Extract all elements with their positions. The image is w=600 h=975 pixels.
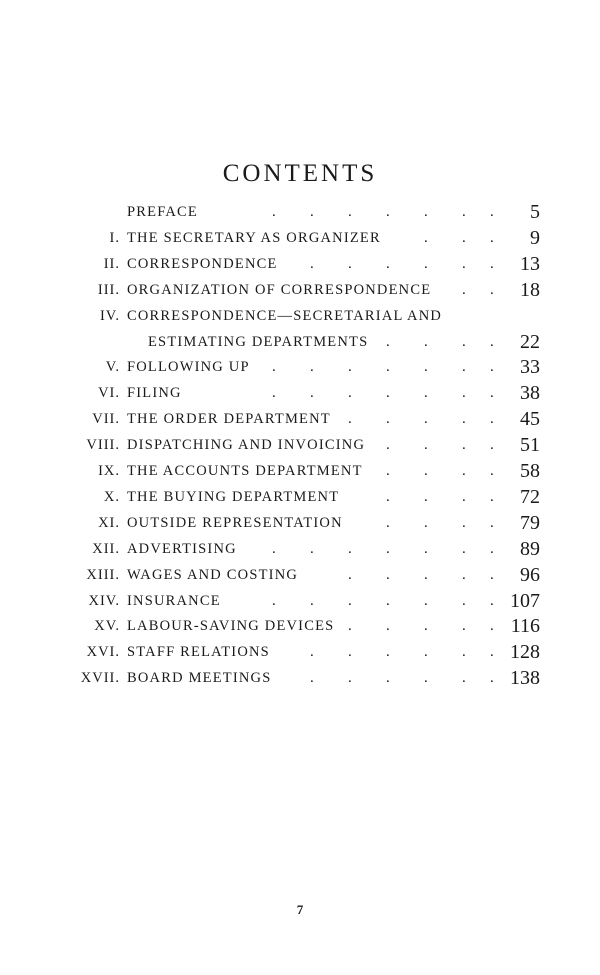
leader-dot: . xyxy=(424,514,428,531)
chapter-title: THE ACCOUNTS DEPARTMENT xyxy=(127,463,363,479)
leader-dot: . xyxy=(386,592,390,609)
page-number-ref: 18 xyxy=(520,278,540,301)
page-number-ref: 116 xyxy=(510,615,540,638)
leader-dot: . xyxy=(462,229,466,246)
leader-dot: . xyxy=(490,540,494,557)
chapter-number: VI. xyxy=(98,385,120,402)
page-number-ref: 72 xyxy=(520,485,540,508)
leader-dot: . xyxy=(424,411,428,428)
chapter-number: V. xyxy=(105,359,120,376)
leader-dot: . xyxy=(272,385,276,402)
leader-dot: . xyxy=(490,644,494,661)
chapter-number: XII. xyxy=(92,540,120,557)
leader-dot: . xyxy=(462,411,466,428)
leader-dot: . xyxy=(462,566,466,583)
toc-entry xyxy=(0,227,600,253)
leader-dot: . xyxy=(424,540,428,557)
leader-dot: . xyxy=(490,618,494,635)
chapter-number: I. xyxy=(109,229,120,246)
toc-entry xyxy=(0,564,600,590)
page-number-ref: 107 xyxy=(510,589,540,612)
leader-dot: . xyxy=(386,514,390,531)
leader-dot: . xyxy=(348,411,352,428)
leader-dot: . xyxy=(424,385,428,402)
leader-dot: . xyxy=(386,437,390,454)
leader-dot: . xyxy=(272,540,276,557)
toc-entry xyxy=(0,460,600,486)
leader-dot: . xyxy=(462,540,466,557)
toc-entry xyxy=(0,641,600,667)
leader-dot: . xyxy=(490,204,494,220)
chapter-number: XVII. xyxy=(80,670,120,687)
leader-dot: . xyxy=(386,488,390,505)
toc-entry xyxy=(0,305,600,331)
leader-dot: . xyxy=(310,204,314,220)
chapter-title: BOARD MEETINGS xyxy=(127,670,272,687)
leader-dot: . xyxy=(348,540,352,557)
leader-dot: . xyxy=(424,437,428,454)
leader-dot: . xyxy=(272,592,276,609)
leader-dot: . xyxy=(424,644,428,661)
leader-dot: . xyxy=(424,204,428,220)
toc-entry xyxy=(0,590,600,616)
leader-dot: . xyxy=(272,359,276,376)
leader-dot: . xyxy=(490,437,494,454)
chapter-title: INSURANCE xyxy=(127,592,221,609)
leader-dot: . xyxy=(490,463,494,479)
chapter-title: ORGANIZATION OF CORRESPONDENCE xyxy=(127,281,432,298)
leader-dot: . xyxy=(424,255,428,272)
toc-entry-continuation xyxy=(0,331,600,357)
leader-dot: . xyxy=(348,566,352,583)
page-number: 7 xyxy=(296,902,304,917)
leader-dot: . xyxy=(424,359,428,376)
chapter-title: DISPATCHING AND INVOICING xyxy=(127,437,366,454)
page-number-ref: 22 xyxy=(520,330,540,353)
chapter-number: XV. xyxy=(94,618,120,635)
leader-dot: . xyxy=(386,411,390,428)
leader-dot: . xyxy=(348,618,352,635)
chapter-number: XVI. xyxy=(86,644,120,661)
page-number-ref: 33 xyxy=(520,356,540,379)
toc-entry xyxy=(0,201,600,227)
leader-dot: . xyxy=(386,255,390,272)
chapter-title: OUTSIDE REPRESENTATION xyxy=(127,514,343,531)
leader-dot: . xyxy=(490,385,494,402)
leader-dot: . xyxy=(490,488,494,505)
leader-dot: . xyxy=(310,644,314,661)
leader-dot: . xyxy=(386,204,390,220)
page-number-ref: 96 xyxy=(520,563,540,586)
page-number-ref: 9 xyxy=(530,226,540,249)
chapter-title: PREFACE xyxy=(127,204,198,220)
chapter-title: CORRESPONDENCE xyxy=(127,255,278,272)
leader-dot: . xyxy=(348,359,352,376)
leader-dot: . xyxy=(462,255,466,272)
leader-dot: . xyxy=(490,281,494,298)
leader-dot: . xyxy=(272,204,276,220)
chapter-number: XI. xyxy=(98,514,120,531)
leader-dot: . xyxy=(310,359,314,376)
leader-dot: . xyxy=(386,359,390,376)
toc-entry xyxy=(0,434,600,460)
chapter-number: XIV. xyxy=(88,592,120,609)
page-number-ref: 79 xyxy=(520,511,540,534)
chapter-number: III. xyxy=(97,281,120,298)
leader-dot: . xyxy=(348,592,352,609)
leader-dot: . xyxy=(462,488,466,505)
leader-dot: . xyxy=(386,385,390,402)
leader-dot: . xyxy=(490,359,494,376)
leader-dot: . xyxy=(424,566,428,583)
leader-dot: . xyxy=(490,592,494,609)
page-number-ref: 13 xyxy=(520,252,540,275)
toc-entry xyxy=(0,486,600,512)
leader-dot: . xyxy=(424,463,428,479)
leader-dot: . xyxy=(462,463,466,479)
leader-dot: . xyxy=(462,644,466,661)
leader-dot: . xyxy=(310,592,314,609)
leader-dot: . xyxy=(348,670,352,687)
page-number-ref: 38 xyxy=(520,382,540,405)
chapter-title: LABOUR-SAVING DEVICES xyxy=(127,618,335,635)
leader-dot: . xyxy=(490,333,494,350)
toc-entry xyxy=(0,356,600,382)
leader-dot: . xyxy=(424,618,428,635)
leader-dot: . xyxy=(310,385,314,402)
leader-dot: . xyxy=(462,385,466,402)
chapter-number: VIII. xyxy=(86,437,120,454)
chapter-number: IV. xyxy=(99,307,120,324)
chapter-title: CORRESPONDENCE—SECRETARIAL AND xyxy=(127,307,443,324)
leader-dot: . xyxy=(424,592,428,609)
chapter-number: VII. xyxy=(92,411,120,428)
page-number-ref: 51 xyxy=(520,434,540,457)
chapter-number: XIII. xyxy=(86,566,120,583)
leader-dot: . xyxy=(386,540,390,557)
toc-entry xyxy=(0,512,600,538)
leader-dot: . xyxy=(490,670,494,687)
leader-dot: . xyxy=(348,644,352,661)
chapter-title: ADVERTISING xyxy=(127,540,237,557)
chapter-title-continued: ESTIMATING DEPARTMENTS xyxy=(148,333,369,350)
toc-entry xyxy=(0,667,600,693)
leader-dot: . xyxy=(424,229,428,246)
leader-dot: . xyxy=(462,204,466,220)
leader-dot: . xyxy=(462,618,466,635)
chapter-title: FOLLOWING UP xyxy=(127,359,250,376)
leader-dot: . xyxy=(348,204,352,220)
leader-dot: . xyxy=(462,670,466,687)
leader-dot: . xyxy=(424,670,428,687)
leader-dot: . xyxy=(462,437,466,454)
leader-dot: . xyxy=(462,281,466,298)
page-number-ref: 128 xyxy=(510,641,540,664)
leader-dot: . xyxy=(462,333,466,350)
leader-dot: . xyxy=(490,255,494,272)
toc-entry xyxy=(0,279,600,305)
leader-dot: . xyxy=(490,411,494,428)
leader-dot: . xyxy=(386,566,390,583)
leader-dot: . xyxy=(348,385,352,402)
leader-dot: . xyxy=(386,618,390,635)
leader-dot: . xyxy=(310,670,314,687)
page-title: CONTENTS xyxy=(222,160,378,187)
page-number-ref: 45 xyxy=(520,408,540,431)
chapter-title: THE ORDER DEPARTMENT xyxy=(127,411,331,428)
toc-entry xyxy=(0,538,600,564)
chapter-number: II. xyxy=(103,255,120,272)
leader-dot: . xyxy=(462,359,466,376)
chapter-title: THE SECRETARY AS ORGANIZER xyxy=(127,229,381,246)
page-number-ref: 58 xyxy=(520,460,540,482)
leader-dot: . xyxy=(310,540,314,557)
leader-dot: . xyxy=(490,566,494,583)
page-number-ref: 89 xyxy=(520,537,540,560)
toc-entry xyxy=(0,408,600,434)
leader-dot: . xyxy=(386,463,390,479)
toc-entry xyxy=(0,253,600,279)
page-number-ref: 5 xyxy=(530,201,540,223)
toc-entry xyxy=(0,382,600,408)
leader-dot: . xyxy=(310,255,314,272)
leader-dot: . xyxy=(490,514,494,531)
chapter-number: IX. xyxy=(98,463,120,479)
toc-entry xyxy=(0,615,600,641)
leader-dot: . xyxy=(462,514,466,531)
page-number-ref: 138 xyxy=(510,667,540,690)
chapter-title: WAGES AND COSTING xyxy=(127,566,299,583)
chapter-number: X. xyxy=(103,488,120,505)
leader-dot: . xyxy=(386,333,390,350)
leader-dot: . xyxy=(386,670,390,687)
leader-dot: . xyxy=(462,592,466,609)
chapter-title: FILING xyxy=(127,385,182,402)
leader-dot: . xyxy=(424,333,428,350)
leader-dot: . xyxy=(424,488,428,505)
leader-dot: . xyxy=(348,255,352,272)
chapter-title: STAFF RELATIONS xyxy=(127,644,270,661)
chapter-title: THE BUYING DEPARTMENT xyxy=(127,488,340,505)
leader-dot: . xyxy=(490,229,494,246)
leader-dot: . xyxy=(386,644,390,661)
